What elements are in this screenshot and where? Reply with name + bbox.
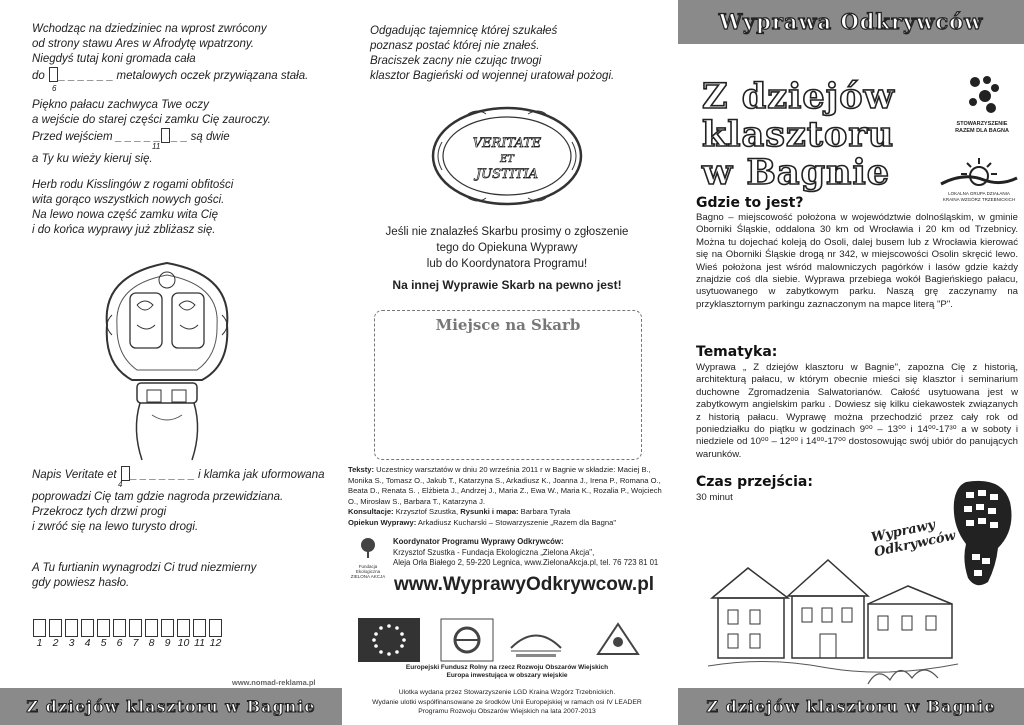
lgd-logo: LOKALNA GRUPA DZIAŁANIA KRAINA WZGÓRZ TRZEBNICKICH	[934, 150, 1024, 206]
eu-flag-icon	[358, 618, 420, 662]
duration-text: 30 minut	[696, 492, 733, 503]
riddle-stanza-4: Napis Veritate et _ _ _ _ _ _ _ i klamka jak uformowana 4 poprowadzi Cię tam gdzie nagroda przewidziana. Przekrocz tych drzwi progi i zwróć się na lewo turysto drogi.	[32, 466, 332, 535]
answer-box[interactable]	[113, 619, 126, 637]
answer-letter-box[interactable]	[121, 466, 130, 481]
answer-numbers: 1 2 3 4 5 6 7 8 9 10 11 12	[36, 637, 222, 649]
topic-text: Wyprawa „ Z dziejów klasztoru w Bagnie", zapozna Cię z historią, architekturą pałacu, w którym obecnie mieści się klasztor i seminarium duchowne Zgromadzenia Salwatorianów. Całość usytuowana jest w zabytkowym angielskim parku . Dowiesz się kilku ciekawostek związanych z historią pałacu. Wyprawę można przechodzić przez cały rok od poniedziałku do piątku w godzinach 9⁰⁰ – 13⁰⁰ i 14⁰⁰-17³⁰ a w soboty i niedziele od 10⁰⁰ – 12⁰⁰ i 14⁰⁰-17⁰⁰ dostosowując swój ubiór do panujących warunków.	[696, 362, 1018, 460]
treasure-placeholder-box: Miejsce na Skarb	[374, 310, 642, 460]
answer-box[interactable]	[65, 619, 78, 637]
answer-box[interactable]	[161, 619, 174, 637]
riddle-stanza-5: A Tu furtianin wynagrodzi Ci trud niezmierny gdy powiesz hasło.	[32, 562, 257, 589]
treasure-notice: Jeśli nie znalazłeś Skarbu prosimy o zgłoszenie tego do Opiekuna Wyprawy lub do Koordynatora Programu! Na innej Wyprawie Skarb na pewno jest!	[385, 226, 629, 292]
eu-fund-caption: Europejski Fundusz Rolny na rzecz Rozwoju Obszarów Wiejskich Europa inwestująca w obszary wiejskie	[405, 664, 609, 679]
coordinator-info: Koordynator Programu Wyprawy Odkrywców: Krzysztof Szustka - Fundacja Ekologiczna „Zielona Akcja", Aleja Orła Białego 2, 59-220 Legnica, www.ZielonaAkcja.pl, tel. 76 723 81 01	[393, 537, 659, 567]
rural-program-logo-icon	[588, 618, 648, 662]
coordinator-logo: Fundacja Ekologiczna ZIELONA AKCJA	[348, 537, 388, 579]
answer-letter-box[interactable]	[161, 128, 170, 143]
where-text: Bagno – miejscowość położona w województwie dolnośląskim, w gminie Oborniki Śląskie, oddalona 30 km od Wrocławia i 20 km od Trzebnicy. Można tu dojechać koleją do Osoli, dalej busem lub z Wrocławia kierować się na Oborniki Śląskie drogą nr 342, w miejscowości Osolin skręcić lewo. Wieś położona jest wśród malowniczych pagórków i lasów gdzie każdy znajdzie coś dla siebie. Wyprawa przebiega wokół Bagieńskiego pałacu, usytuowanego w zabytkowym parku. Naszą grę zaczynamy na przyklasztornym parkingu zaznaczonym na mapce literą "P".	[696, 212, 1018, 310]
letter-index: 4	[118, 480, 123, 489]
intro-poem: Odgadując tajemnicę której szukałeś poznasz postać której nie znałeś. Braciszek zacny nie czując trwogi klasztor Bagieński od wojennej uratował pożogi.	[370, 25, 615, 82]
palace-illustration	[708, 538, 958, 686]
sunrise-hills-icon	[939, 150, 1019, 186]
answer-box[interactable]	[33, 619, 46, 637]
left-footer-bar: Z dziejów klasztoru w Bagnie	[0, 688, 342, 725]
riddle-stanza-3: Herb rodu Kisslingów z rogami obfitości wita gorąco wszystkich nowych gości. Na lewo nowa część zamku wita Cię i do końca wyprawy już zbliżasz się.	[32, 179, 234, 236]
main-title: Z dziejów klasztoru w Bagnie	[702, 76, 895, 193]
association-logo: STOWARZYSZENIE RAZEM DLA BAGNA	[944, 72, 1020, 142]
tree-icon	[357, 537, 379, 559]
answer-box[interactable]	[193, 619, 206, 637]
svg-text:JUSTITIA: JUSTITIA	[475, 167, 539, 182]
answer-box[interactable]	[209, 619, 222, 637]
answer-box[interactable]	[81, 619, 94, 637]
leader-logo-icon	[440, 618, 494, 662]
top-banner: Wyprawa Odkrywców	[678, 0, 1024, 44]
letter-index: 11	[152, 142, 161, 151]
footprints-icon	[957, 72, 1007, 116]
answer-box[interactable]	[177, 619, 190, 637]
where-heading: Gdzie to jest?	[696, 195, 804, 211]
publisher-footer: Ulotka wydana przez Stowarzyszenie LGD Kraina Wzgórz Trzebnickich. Wydanie ulotki współfinansowane ze środków Unii Europejskiej w ramach osi IV LEADER Programu Rozwoju Obszarów Wiejskich na lata 2007-2013	[372, 689, 642, 715]
printer-url: www.nomad-reklama.pl	[232, 678, 316, 687]
letter-index: 6	[52, 84, 57, 93]
sponsor-logos	[356, 614, 656, 664]
svg-text:ET: ET	[500, 154, 514, 165]
motto-plaque-illustration	[428, 102, 586, 210]
answer-box[interactable]	[49, 619, 62, 637]
svg-text:VERITATE: VERITATE	[472, 136, 542, 151]
answer-grid	[32, 619, 223, 649]
credits: Teksty: Uczestnicy warsztatów w dniu 20 września 2011 r w Bagnie w składzie: Maciej B., Monika S., Tomasz O., Jakub T., Katarzyna S., Arkadiusz K., Joanna J., Irena P., Romana O., Beata D., Renata S. , Elżbieta J., Andrzej J., Maria Z., Ewa W., Maria K., Rozalia P., Wojciech O., Mirosław S., Barbara T., Katarzyna J. Konsultacje: Krzysztof Szustka, Rysunki i mapa: Barbara Tyrała Opiekun Wyprawy: Arkadiusz Kucharski – Stowarzyszenie „Razem dla Bagna"	[348, 465, 662, 527]
topic-heading: Tematyka:	[696, 344, 778, 360]
coat-of-arms-illustration	[92, 255, 242, 465]
expedition-stamp: Wyprawy Odkrywców	[869, 517, 958, 561]
answer-box[interactable]	[129, 619, 142, 637]
website-link[interactable]: www.WyprawyOdkrywcow.pl	[394, 574, 655, 595]
answer-box[interactable]	[145, 619, 158, 637]
answer-box[interactable]	[97, 619, 110, 637]
answer-letter-box[interactable]	[49, 67, 58, 82]
right-footer-bar: Z dziejów klasztoru w Bagnie	[678, 688, 1024, 725]
riddle-stanza-1: Wchodząc na dziedziniec na wprost zwrócony od strony stawu Ares w Afrodytę wpatrzony. Niegdyś tutaj koni gromada cała do _ _ _ _ _ _ metalowych oczek przywiązana stała. 6	[32, 22, 332, 94]
answer-boxes	[32, 619, 223, 637]
duration-heading: Czas przejścia:	[696, 474, 813, 490]
riddle-stanza-2: Piękno pałacu zachwyca Twe oczy a wejście do starej części zamku Cię zauroczy. Przed wejściem _ _ _ _ _ _ _ są dwie 11 a Ty ku wieży kieruj się.	[32, 98, 332, 167]
lgd-logo-icon	[506, 618, 566, 662]
